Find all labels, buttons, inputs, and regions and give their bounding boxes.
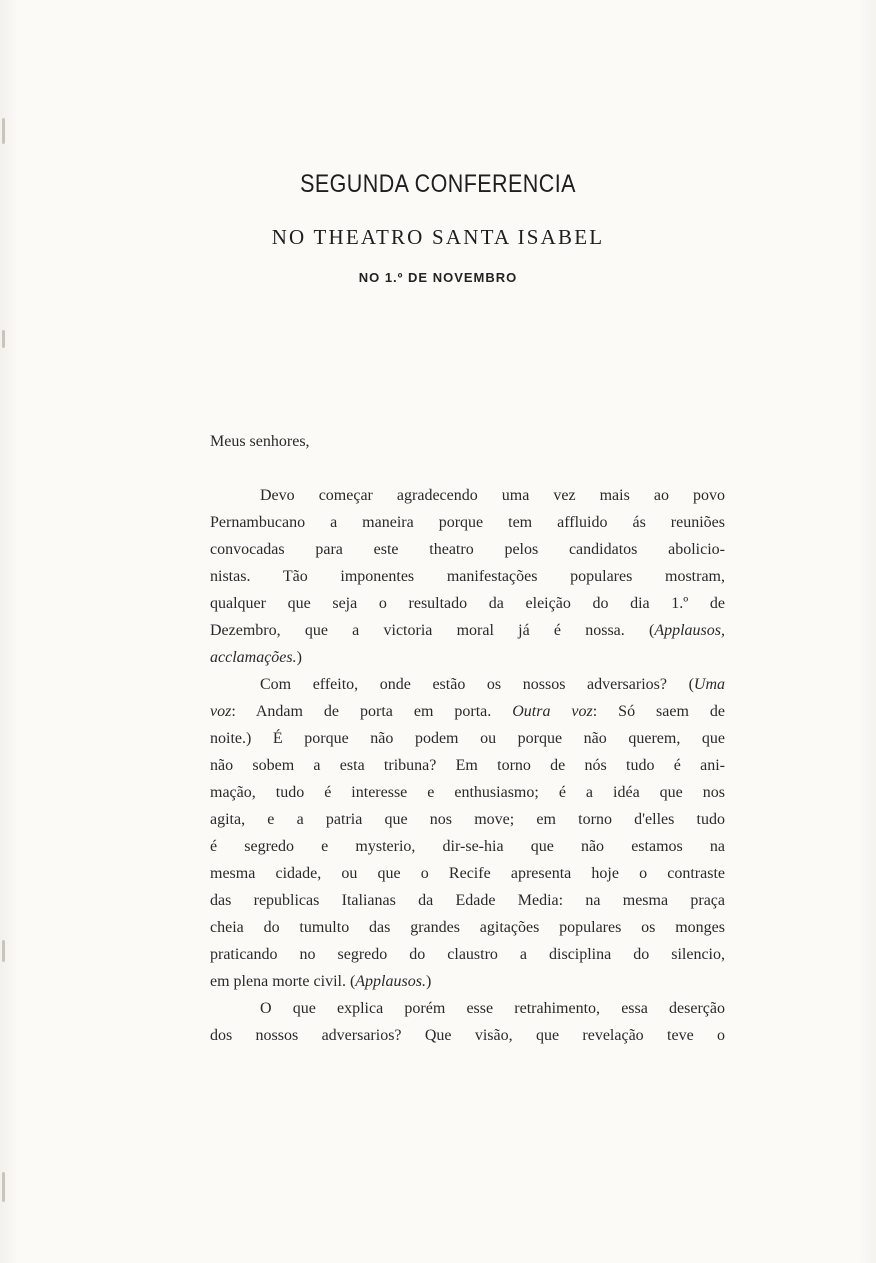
text-line [160,617,725,644]
stage-direction: Applausos, [654,622,725,639]
text-line: Devo começar agradecendo uma vez mais ao povo [260,487,725,504]
text-line: mação, tudo é interesse e enthusiasmo; é a idéa que nos [210,784,725,801]
text-run: em plena morte civil. ( [210,973,356,990]
text-line: não sobem a esta tribuna? Em torno de nós tudo é ani- [210,757,725,774]
scan-edge-mark [2,330,5,348]
stage-direction: Outra voz [512,703,593,720]
page-title: SEGUNDA CONFERENCIA [300,170,576,198]
text-line [160,671,725,698]
text-run: Com effeito, onde estão os nossos adversarios? ( [260,676,694,693]
text-line: praticando no segredo do claustro a disciplina do silencio, [210,946,725,963]
text-line: dos nossos adversarios? Que visão, que revelação teve o [210,1027,725,1044]
text-line: O que explica porém esse retrahimento, essa deserção [260,1000,725,1017]
text-line: convocadas para este theatro pelos candidatos abolicio- [210,541,725,558]
text-line [160,698,725,725]
text-line: cheia do tumulto das grandes agitações populares os monges [210,919,725,936]
scan-edge-mark [2,1172,5,1202]
stage-direction: Applausos. [355,973,426,990]
stage-direction: voz [210,703,232,720]
text-line: qualquer que seja o resultado da eleição do dia 1.º de [210,595,725,612]
page-subtitle: NO THEATRO SANTA ISABEL [271,225,605,249]
text-run: ) [425,973,432,990]
text-line: nistas. Tão imponentes manifestações populares mostram, [210,568,725,585]
text-run: : Só saem de [592,703,726,720]
stage-direction: Uma [693,676,725,693]
date-line: NO 1.º DE NOVEMBRO [358,270,518,285]
text-line: das republicas Italianas da Edade Media: na mesma praça [210,892,725,909]
text-run: : Andam de porta em porta. [231,703,513,720]
text-line [160,644,725,671]
salutation: Meus senhores, [210,433,310,450]
text-line: mesma cidade, ou que o Recife apresenta hoje o contraste [210,865,725,882]
paragraph-2 [160,671,725,995]
scan-edge-mark [2,118,5,144]
stage-direction: acclamações. [210,649,297,666]
text-line: é segredo e mysterio, dir-se-hia que não estamos na [210,838,725,855]
text-line: Pernambucano a maneira porque tem affluido ás reuniões [210,514,725,531]
body-text [160,482,725,1049]
paragraph-1 [160,482,725,671]
text-line [160,968,725,995]
text-line: noite.) É porque não podem ou porque não querem, que [210,730,725,747]
text-line: agita, e a patria que nos move; em torno d'elles tudo [210,811,725,828]
paragraph-3 [160,995,725,1049]
text-run: ) [296,649,302,666]
scan-edge-mark [2,940,5,962]
text-run: Dezembro, que a victoria moral já é nossa. ( [210,622,655,639]
